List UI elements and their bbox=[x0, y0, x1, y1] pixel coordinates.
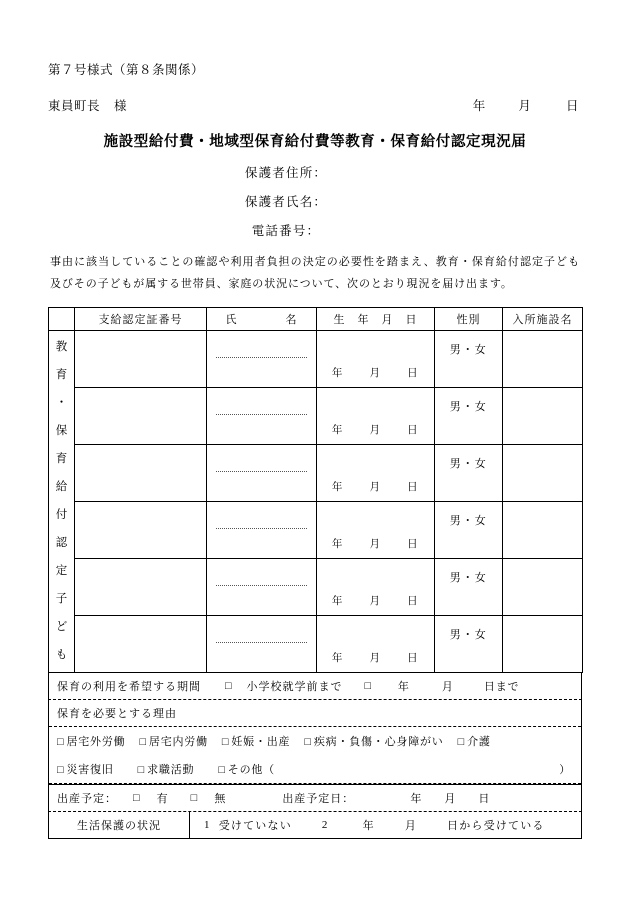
birth-year-label: 年 bbox=[331, 539, 344, 550]
sex-options: 男・女 bbox=[449, 629, 488, 641]
cell-name[interactable] bbox=[207, 559, 317, 616]
table-row bbox=[49, 445, 583, 502]
reason-other-close: ） bbox=[559, 764, 571, 776]
reason-option-outside-work[interactable] bbox=[57, 733, 125, 749]
birth-month-label: 月 bbox=[369, 425, 381, 436]
date-day-label: 日 bbox=[566, 99, 580, 113]
reason-label: その他（ bbox=[227, 764, 275, 776]
checkbox-icon[interactable]: □ bbox=[304, 736, 312, 748]
birth-year-label: 年 bbox=[331, 368, 344, 379]
table-row bbox=[49, 502, 583, 559]
period-checkbox-preschool[interactable]: □ bbox=[225, 680, 233, 692]
checkbox-icon[interactable]: □ bbox=[457, 736, 466, 748]
reason-option-disaster-recovery[interactable] bbox=[57, 761, 114, 777]
page-title: 施設型給付費・地域型保育給付費等教育・保育給付認定現況届 bbox=[103, 134, 527, 150]
header-name: 氏 名 bbox=[207, 308, 317, 331]
vlabel-char: 給 bbox=[55, 480, 68, 493]
vlabel-char: 育 bbox=[55, 452, 68, 465]
cell-facility-name[interactable] bbox=[503, 331, 583, 388]
vlabel-char: 定 bbox=[55, 564, 68, 577]
reason-option-illness[interactable] bbox=[304, 733, 443, 749]
sex-options: 男・女 bbox=[449, 572, 488, 584]
birth-year-label: 年 bbox=[331, 425, 344, 436]
birth-month-label: 月 bbox=[369, 482, 381, 493]
birth-day-label: 日 bbox=[407, 653, 419, 664]
cell-facility-name[interactable] bbox=[503, 616, 583, 673]
header-blank-corner bbox=[49, 308, 75, 331]
vlabel-char: ど bbox=[55, 620, 68, 633]
birth-month-label: 月 bbox=[369, 539, 381, 550]
desired-period-row bbox=[49, 673, 581, 699]
period-year-label: 年 bbox=[397, 681, 410, 693]
cell-certificate-number[interactable] bbox=[75, 445, 207, 502]
reason-options-line-1 bbox=[49, 727, 581, 755]
welfare-options bbox=[190, 812, 581, 838]
reason-option-job-seeking[interactable] bbox=[138, 761, 195, 777]
vlabel-char: 付 bbox=[55, 508, 68, 521]
table-row bbox=[49, 388, 583, 445]
cell-facility-name[interactable] bbox=[503, 502, 583, 559]
child-info-table bbox=[48, 307, 583, 673]
cell-sex[interactable] bbox=[435, 502, 503, 559]
checkbox-icon[interactable]: □ bbox=[137, 764, 146, 776]
reason-option-home-work[interactable] bbox=[139, 733, 207, 749]
name-dotted-line bbox=[216, 585, 308, 586]
vlabel-char: ・ bbox=[55, 396, 68, 409]
table-header-row bbox=[49, 308, 583, 331]
period-option-preschool: 小学校就学前まで bbox=[246, 681, 343, 693]
submission-date-line bbox=[473, 96, 582, 114]
welfare-row bbox=[49, 812, 581, 838]
birth-plan-checkbox-yes[interactable]: □ bbox=[133, 792, 141, 804]
cell-facility-name[interactable] bbox=[503, 445, 583, 502]
cell-name[interactable] bbox=[207, 331, 317, 388]
reason-label: 居宅内労働 bbox=[148, 736, 208, 748]
cell-name[interactable] bbox=[207, 445, 317, 502]
cell-birthdate[interactable] bbox=[317, 445, 435, 502]
guardian-name-label: 保護者氏名： bbox=[244, 195, 328, 209]
reason-other-open bbox=[218, 761, 275, 777]
sex-options: 男・女 bbox=[449, 401, 488, 413]
period-month-label: 月 bbox=[441, 681, 454, 693]
reason-option-nursing-care[interactable] bbox=[458, 733, 491, 749]
vlabel-char: 子 bbox=[55, 592, 68, 605]
cell-birthdate[interactable] bbox=[317, 559, 435, 616]
header-sex: 性別 bbox=[435, 308, 503, 331]
birth-plan-block bbox=[48, 785, 582, 812]
desired-period-label: 保育の利用を希望する期間 bbox=[57, 681, 201, 693]
welfare-year-label: 年 bbox=[362, 820, 375, 832]
vlabel-char: も bbox=[55, 648, 68, 661]
cell-name[interactable] bbox=[207, 502, 317, 559]
table-row bbox=[49, 331, 583, 388]
table-row bbox=[49, 616, 583, 673]
addressee-name: 東員町長 bbox=[48, 99, 101, 113]
welfare-label: 生活保護の状況 bbox=[49, 812, 190, 838]
document-body bbox=[48, 60, 582, 839]
checkbox-icon[interactable]: □ bbox=[139, 736, 147, 748]
vertical-row-label bbox=[49, 331, 75, 673]
sex-options: 男・女 bbox=[449, 458, 488, 470]
birth-plan-label: 出産予定： bbox=[57, 793, 117, 805]
reason-heading: 保育を必要とする理由 bbox=[49, 700, 581, 727]
preamble-text: 事由に該当していることの確認や利用者負担の決定の必要性を踏まえ、教育・保育給付認定子ども及びその子どもが属する世帯員、家庭の状況について、次のとおり現況を届け出ます。 bbox=[50, 256, 580, 290]
birth-plan-yes-label: 有 bbox=[156, 793, 169, 805]
cell-birthdate[interactable] bbox=[317, 388, 435, 445]
cell-facility-name[interactable] bbox=[503, 388, 583, 445]
birth-day-label: 日 bbox=[407, 539, 419, 550]
due-day-label: 日 bbox=[478, 793, 491, 805]
birth-plan-no-label: 無 bbox=[214, 793, 227, 805]
reason-label: 介護 bbox=[467, 736, 491, 748]
name-dotted-line bbox=[216, 528, 308, 529]
reason-label: 疾病・負傷・心身障がい bbox=[313, 736, 444, 748]
name-dotted-line bbox=[216, 357, 308, 358]
cell-certificate-number[interactable] bbox=[75, 616, 207, 673]
welfare-option-2-label: 日から受けている bbox=[447, 820, 545, 832]
vlabel-char: 認 bbox=[55, 536, 68, 549]
sex-options: 男・女 bbox=[449, 344, 488, 356]
birth-day-label: 日 bbox=[407, 425, 419, 436]
welfare-month-label: 月 bbox=[404, 820, 418, 832]
period-checkbox-date[interactable]: □ bbox=[364, 680, 372, 692]
reason-option-pregnancy[interactable] bbox=[222, 733, 290, 749]
guardian-address-label: 保護者住所： bbox=[244, 166, 328, 180]
vlabel-char: 保 bbox=[55, 424, 68, 437]
cell-sex[interactable] bbox=[435, 559, 503, 616]
addressee-honorific: 様 bbox=[114, 99, 128, 113]
name-dotted-line bbox=[216, 414, 308, 415]
cell-certificate-number[interactable] bbox=[75, 559, 207, 616]
reason-label: 居宅外労働 bbox=[66, 736, 126, 748]
name-dotted-line bbox=[216, 471, 308, 472]
vlabel-char: 育 bbox=[55, 368, 68, 381]
table-row bbox=[49, 559, 583, 616]
header-facility-name: 入所施設名 bbox=[503, 308, 583, 331]
phone-number-label: 電話番号： bbox=[251, 224, 321, 238]
birth-year-label: 年 bbox=[331, 596, 344, 607]
date-year-label: 年 bbox=[472, 99, 486, 113]
checkbox-icon[interactable]: □ bbox=[218, 764, 226, 776]
welfare-option-1-number[interactable]: 1 bbox=[204, 819, 211, 831]
vlabel-char: 教 bbox=[55, 340, 68, 353]
birth-day-label: 日 bbox=[407, 482, 419, 493]
birth-year-label: 年 bbox=[331, 653, 344, 664]
cell-sex[interactable] bbox=[435, 616, 503, 673]
reason-block bbox=[48, 700, 582, 785]
cell-name[interactable] bbox=[207, 616, 317, 673]
welfare-option-2-number[interactable]: 2 bbox=[321, 819, 329, 831]
reason-options-line-2 bbox=[49, 755, 581, 784]
birth-plan-row bbox=[49, 785, 581, 811]
checkbox-icon[interactable]: □ bbox=[57, 764, 65, 776]
welfare-option-1-label: 受けていない bbox=[218, 820, 292, 832]
birth-day-label: 日 bbox=[407, 596, 419, 607]
cell-birthdate[interactable] bbox=[317, 502, 435, 559]
name-dotted-line bbox=[216, 642, 308, 643]
sex-options: 男・女 bbox=[449, 515, 488, 527]
birth-year-label: 年 bbox=[331, 482, 344, 493]
cell-sex[interactable] bbox=[435, 445, 503, 502]
cell-name[interactable] bbox=[207, 388, 317, 445]
header-certificate-number: 支給認定証番号 bbox=[75, 308, 207, 331]
birth-plan-checkbox-no[interactable]: □ bbox=[190, 792, 199, 804]
cell-sex[interactable] bbox=[435, 331, 503, 388]
reason-option-other[interactable] bbox=[218, 761, 581, 777]
due-year-label: 年 bbox=[410, 793, 423, 805]
cell-birthdate[interactable] bbox=[317, 331, 435, 388]
cell-certificate-number[interactable] bbox=[75, 331, 207, 388]
cell-birthdate[interactable] bbox=[317, 616, 435, 673]
cell-certificate-number[interactable] bbox=[75, 502, 207, 559]
reason-label: 妊娠・出産 bbox=[231, 736, 291, 748]
reason-label: 求職活動 bbox=[147, 764, 195, 776]
birth-month-label: 月 bbox=[369, 368, 381, 379]
checkbox-icon[interactable]: □ bbox=[221, 736, 230, 748]
header-birthdate: 生 年 月 日 bbox=[317, 308, 435, 331]
welfare-block bbox=[48, 812, 582, 839]
checkbox-icon[interactable]: □ bbox=[57, 736, 65, 748]
date-month-label: 月 bbox=[518, 99, 532, 113]
period-day-until-label: 日まで bbox=[483, 681, 520, 693]
form-number: 第７号様式（第８条関係） bbox=[48, 63, 205, 77]
due-month-label: 月 bbox=[444, 793, 457, 805]
birth-day-label: 日 bbox=[407, 368, 419, 379]
reason-label: 災害復旧 bbox=[66, 764, 114, 776]
desired-period-block bbox=[48, 673, 582, 700]
cell-certificate-number[interactable] bbox=[75, 388, 207, 445]
birth-month-label: 月 bbox=[369, 596, 381, 607]
addressee-row bbox=[48, 96, 582, 114]
due-date-label: 出産予定日： bbox=[282, 793, 355, 805]
cell-sex[interactable] bbox=[435, 388, 503, 445]
cell-facility-name[interactable] bbox=[503, 559, 583, 616]
birth-month-label: 月 bbox=[369, 653, 381, 664]
